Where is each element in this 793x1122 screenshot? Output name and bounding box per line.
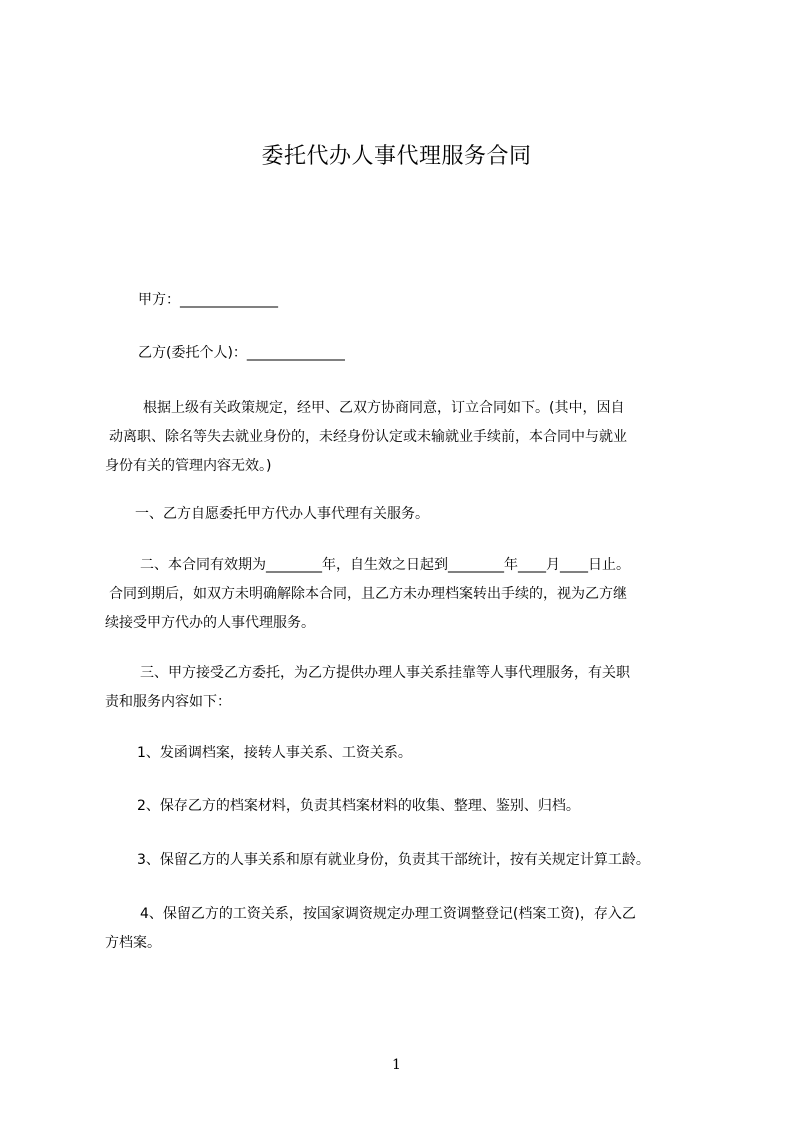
- intro-line-1: 根据上级有关政策规定，经甲、乙双方协商同意，订立合同如下。(其中，因自: [143, 400, 625, 416]
- clause-3: [105, 659, 715, 717]
- item-4-line-2: 方档案。: [105, 935, 161, 951]
- clause-2-line-2: 合同到期后，如双方未明确解除本合同，且乙方未办理档案转出手续的，视为乙方继: [109, 586, 627, 602]
- clause-3-line-1: 三、甲方接受乙方委托，为乙方提供办理人事关系挂靠等人事代理服务，有关职: [140, 665, 630, 681]
- clause-1: [105, 500, 715, 529]
- intro-line-2: 动离职、除名等失去就业身份的，未经身份认定或未输就业手续前，本合同中与就业: [109, 429, 627, 445]
- item-1: [105, 739, 715, 768]
- intro-line-3: 身份有关的管理内容无效。): [105, 458, 272, 474]
- item-4: [105, 900, 715, 958]
- intro-paragraph: [105, 394, 715, 481]
- clause-1-text: 一、乙方自愿委托甲方代办人事代理有关服务。: [135, 506, 429, 522]
- party-a-text: 甲方：______________: [138, 292, 278, 308]
- clause-2: [105, 551, 715, 638]
- item-4-line-1: 4、保留乙方的工资关系，按国家调资规定办理工资调整登记(档案工资)，存入乙: [140, 906, 636, 922]
- clause-3-line-2: 责和服务内容如下：: [105, 694, 231, 710]
- item-2: [105, 792, 715, 821]
- item-3-text: 3、保留乙方的人事关系和原有就业身份，负责其干部统计，按有关规定计算工龄。: [137, 852, 650, 868]
- party-b-text: 乙方(委托个人)：______________: [138, 345, 345, 361]
- clause-2-line-1: 二、本合同有效期为________年，自生效之日起到________年____月____日止。: [140, 557, 630, 573]
- clause-2-line-3: 续接受甲方代办的人事代理服务。: [105, 615, 315, 631]
- party-b-line: [105, 339, 715, 368]
- item-1-text: 1、发函调档案，接转人事关系、工资关系。: [137, 745, 412, 761]
- document-title: 委托代办人事代理服务合同: [261, 144, 532, 169]
- party-a-line: [105, 286, 715, 315]
- item-3: [105, 846, 715, 875]
- page-number: 1: [392, 1057, 401, 1073]
- item-2-text: 2、保存乙方的档案材料，负责其档案材料的收集、整理、鉴别、归档。: [137, 798, 580, 814]
